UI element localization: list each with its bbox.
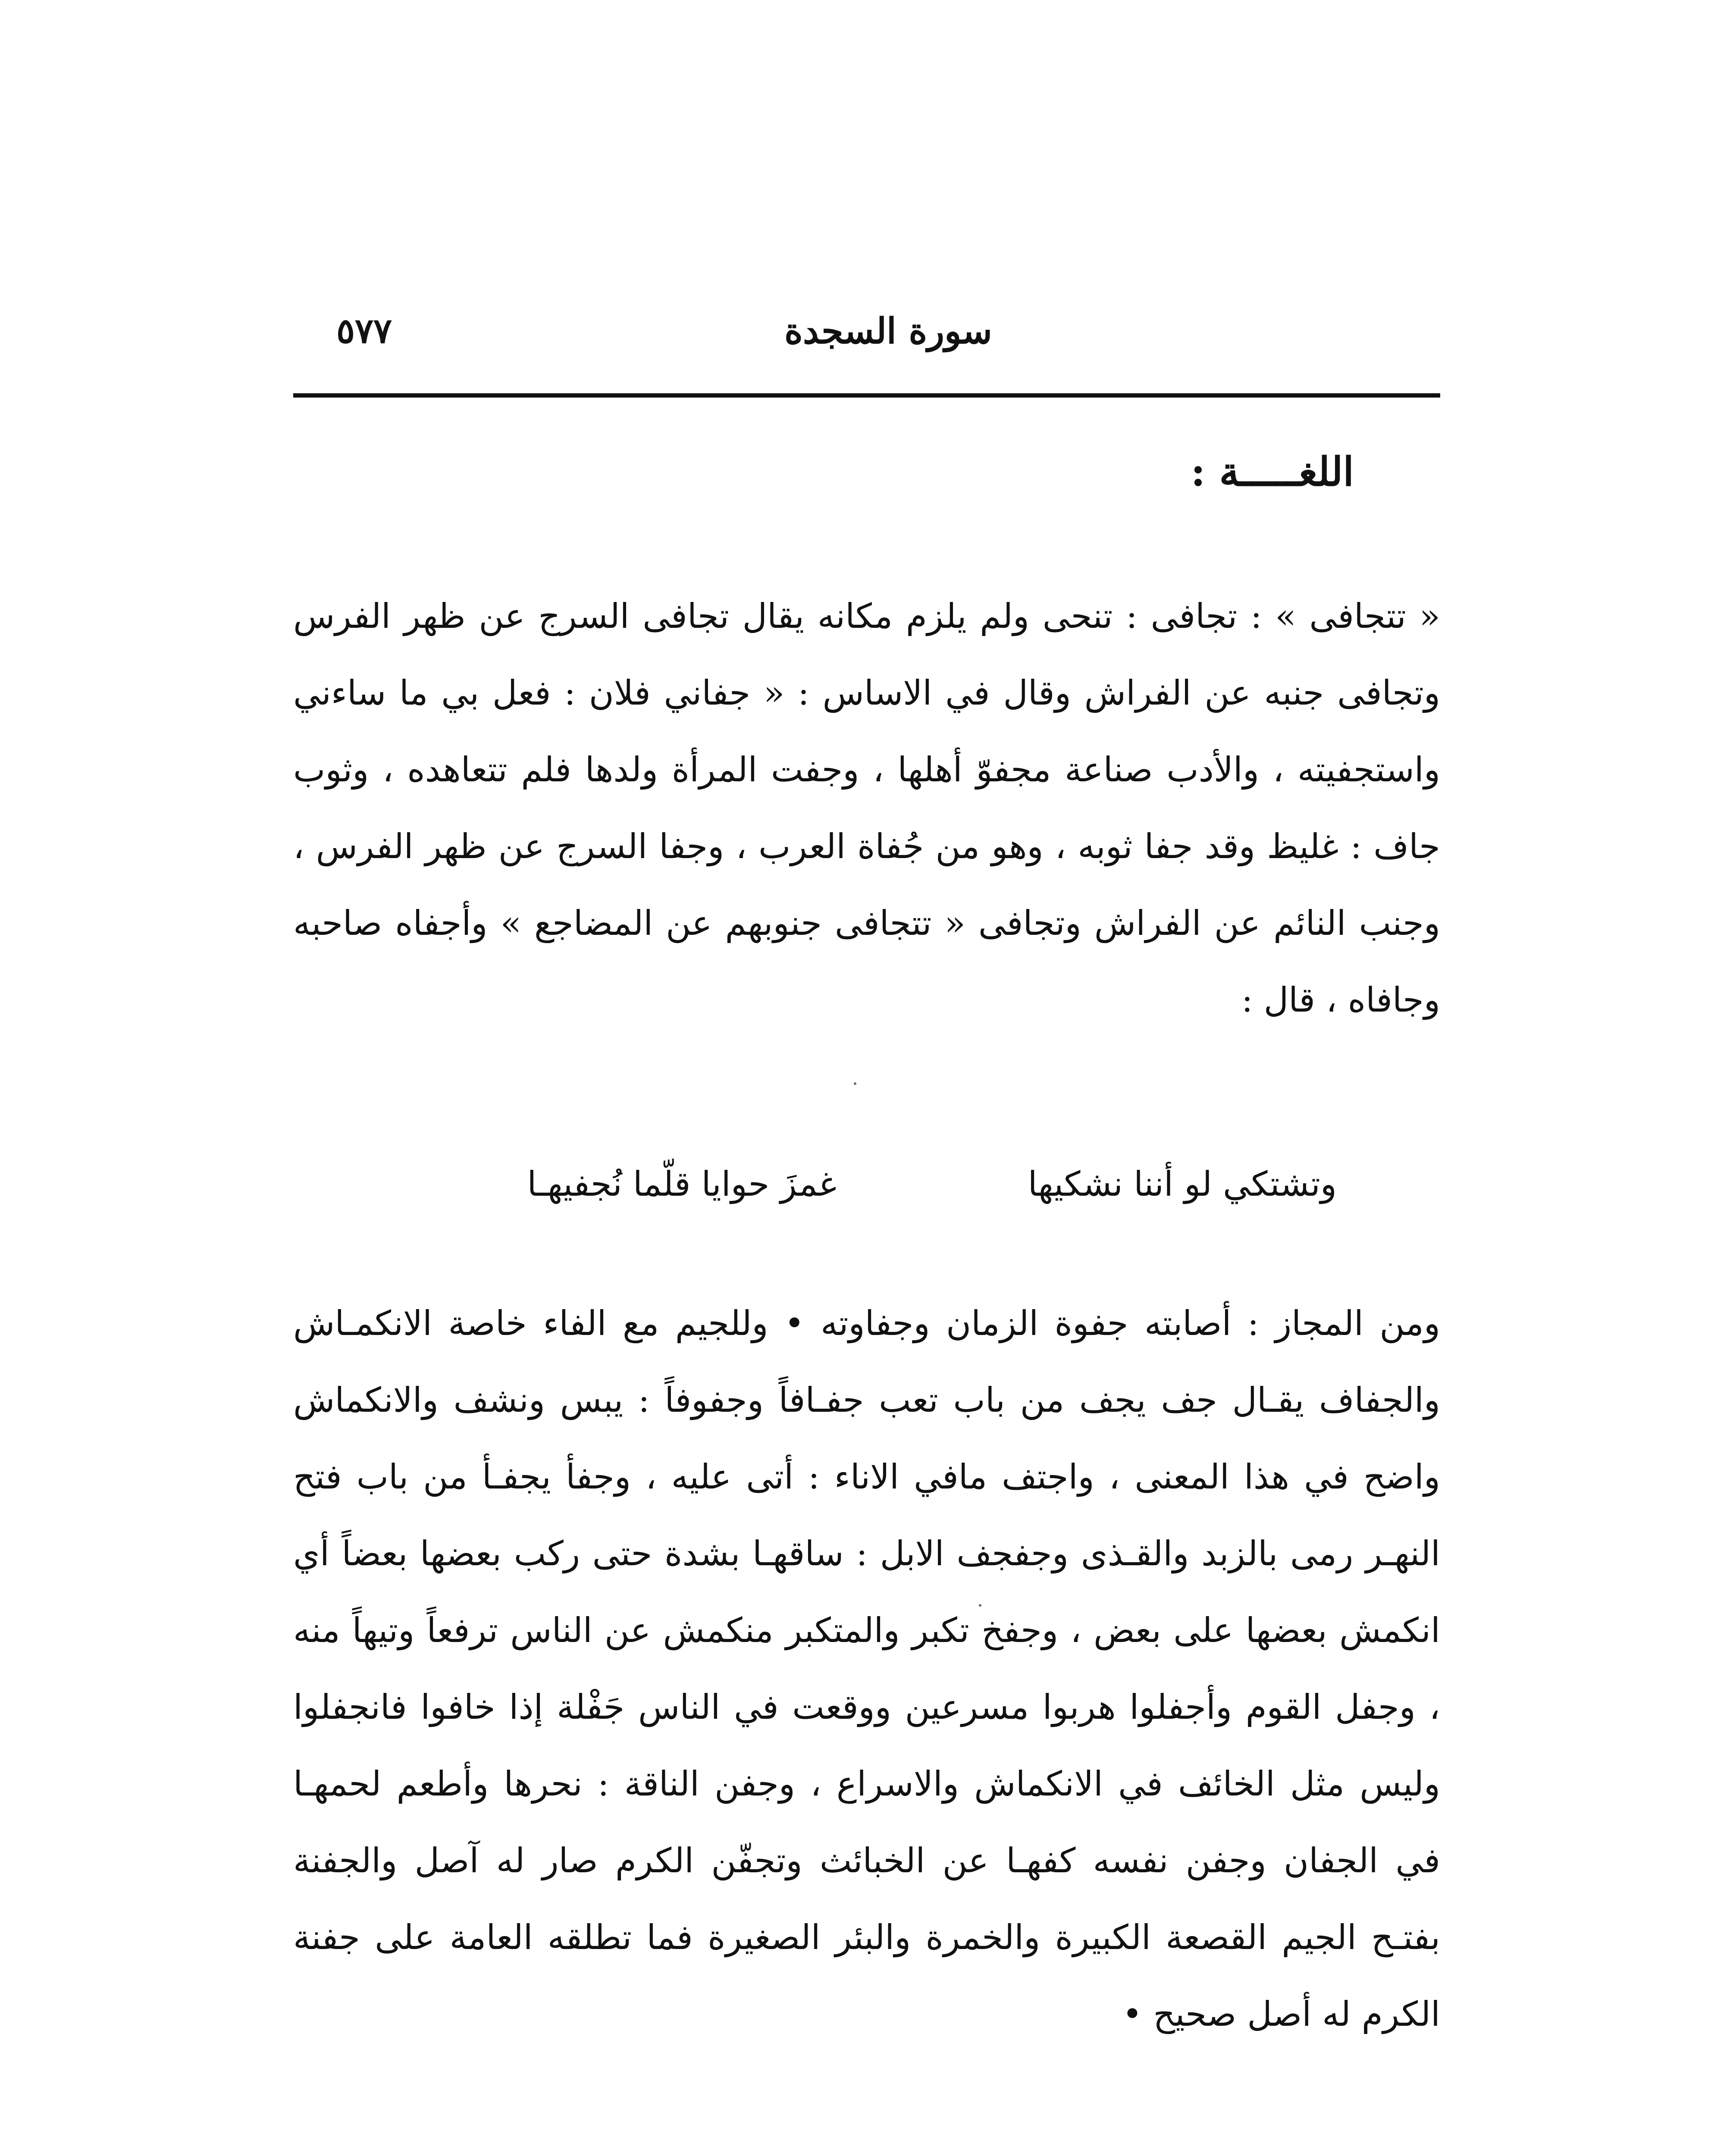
header-divider <box>293 393 1440 398</box>
paragraph-figurative <box>293 1285 1440 2053</box>
paragraph-text: ومن المجاز : أصابته جفوة الزمان وجفاوته • وللجيم مع الفاء خاصة الانكمـاش والجفاف يقـال جف يجف من باب تعب جفـافاً وجفوفاً : يبس ونشف والانكماش واضح في هذا المعنى ، واجتف مافي الاناء : أتى عليه ، وجفأ يجفـأ من باب فتح النهـر رمى بالزبد والقـذى وجفجف الابل : ساقهـا بشدة حتى ركب بعضها بعضاً أي انكمش بعضها على بعض ، وجفخ تكبر والمتكبر منكمش عن الناس ترفعاً وتيهاً منه ، وجفل القوم وأجفلوا هربوا مسرعين ووقعت في الناس جَفْلة إذا خافوا فانجفلوا وليس مثل الخائف في الانكماش والاسراع ، وجفن الناقة : نحرها وأطعم لحمهـا في الجفان وجفن نفسه كفهـا عن الخبائث وتجفّن الكرم صار له آصل والجفنة بفتـح الجيم القصعة الكبيرة والخمرة والبئر الصغيرة فما تطلقه العامة على جفنة الكرم له أصل صحيح • <box>293 1304 1440 2034</box>
paragraph-definition <box>293 578 1440 1038</box>
scan-speck <box>979 1604 981 1607</box>
paragraph-text: « تتجافى » : تجافى : تنحى ولم يلزم مكانه يقال تجافى السرج عن ظهر الفرس وتجافى جنبه عن الفراش وقال في الاساس : « جفاني فلان : فعل بي ما ساءني واستجفيته ، والأدب صناعة مجفوّ أهلها ، وجفت المرأة ولدها فلم تتعاهده ، وثوب جاف : غليظ وقد جفا ثوبه ، وهو من جُفاة العرب ، وجفا السرج عن ظهر الفرس ، وجنب النائم عن الفراش وتجافى « تتجافى جنوبهم عن المضاجع » وأجفاه صاحبه وجافاه ، قال : <box>293 596 1440 1020</box>
verse-second-hemistich: غمزَ حوايا قلّما نُجفيهـا <box>527 1164 837 1204</box>
verse-first-hemistich: وتشتكي لو أننا نشكيها <box>1028 1164 1337 1204</box>
poetry-verse <box>388 1164 1337 1216</box>
section-heading: اللغـــــة : <box>1191 448 1354 495</box>
running-title: سورة السجدة <box>784 310 993 352</box>
page-number: ٥٧٧ <box>336 310 392 351</box>
scan-speck <box>854 1082 856 1085</box>
page-header <box>293 310 1440 367</box>
